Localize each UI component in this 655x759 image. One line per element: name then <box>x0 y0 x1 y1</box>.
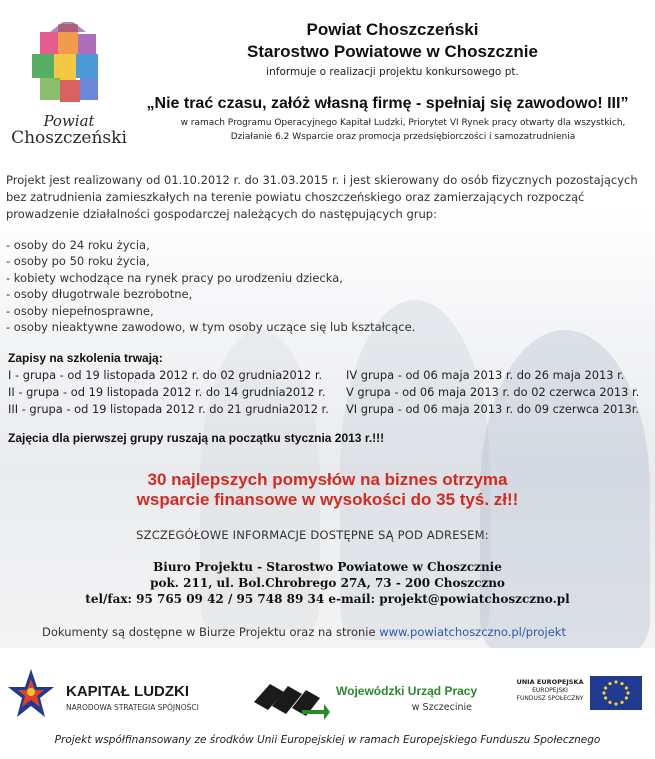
kapital-ludzki-star-icon <box>6 665 56 723</box>
documents-text: Dokumenty są dostępne w Biurze Projektu oraz na stronie <box>42 625 380 639</box>
schedule-title: Zapisy na szkolenia trwają: <box>8 351 163 365</box>
house-tiles-logo-icon <box>10 22 128 114</box>
header-title-starostwo: Starostwo Powiatowe w Choszcznie <box>247 42 538 61</box>
logo-text-powiat: Powiat <box>43 112 95 130</box>
esf-label-2: FUNDUSZ SPOŁECZNY <box>516 695 584 702</box>
kapital-ludzki-subtitle: NARODOWA STRATEGIA SPÓJNOŚCI <box>66 703 199 712</box>
header-title-powiat: Powiat Choszczeński <box>306 20 479 39</box>
schedule-row: V grupa - od 06 maja 2013 r. do 02 czerwca 2013 r. <box>346 385 640 399</box>
promo-line-2: wsparcie finansowe w wysokości do 35 tyś. zł!! <box>136 490 519 509</box>
header-subtitle: informuje o realizacji projektu konkursowego pt. <box>266 66 519 78</box>
target-groups-list <box>6 237 506 335</box>
programme-line-2: Działanie 6.2 Wsparcie oraz promocja przedsiębiorczości i samozatrudnienia <box>230 132 576 142</box>
list-item: - osoby do 24 roku życia, <box>6 238 150 252</box>
info-heading: SZCZEGÓŁOWE INFORMACJE DOSTĘPNE SĄ POD ADRESEM: <box>136 528 489 542</box>
esf-label-1: EUROPEJSKI <box>532 687 568 694</box>
wup-title: Wojewódzki Urząd Pracy <box>336 684 478 698</box>
schedule-row: IV grupa - od 06 maja 2013 r. do 26 maja 2013 r. <box>346 368 625 382</box>
list-item: - osoby po 50 roku życia, <box>6 254 150 269</box>
schedule-row: III - grupa - od 19 listopada 2012 r. do 21 grudnia2012 r. <box>8 402 329 416</box>
cofunding-note: Projekt współfinansowany ze środków Unii Europejskiej w ramach Europejskiego Funduszu Społecznego <box>54 734 601 746</box>
documents-note <box>42 625 566 639</box>
office-address: pok. 211, ul. Bol.Chrobrego 27A, 73 - 200 Choszczno <box>150 576 505 590</box>
kapital-ludzki-logo <box>6 665 216 723</box>
wup-subtitle: w Szczecinie <box>411 702 472 713</box>
schedule-column-right <box>346 367 639 418</box>
eu-esf-logo <box>512 674 644 714</box>
kapital-ludzki-title: KAPITAŁ LUDZKI <box>66 683 190 700</box>
list-item: - kobiety wchodzące na rynek pracy po urodzeniu dziecka, <box>6 270 343 285</box>
list-item: - osoby niepełnosprawne, <box>6 303 154 318</box>
office-name: Biuro Projektu - Starostwo Powiatowe w Choszcznie <box>153 560 502 574</box>
schedule-row: II - grupa - od 19 listopada 2012 r. do 14 grudnia2012 r. <box>8 385 326 399</box>
list-item: - osoby nieaktywne zawodowo, w tym osoby uczące się lub kształcące. <box>6 320 416 335</box>
schedule-row: VI grupa - od 06 maja 2013 r. do 09 czerwca 2013r. <box>346 402 640 416</box>
logo-text-choszczenski: Choszczeński <box>11 128 127 148</box>
project-slogan: „Nie trać czasu, załóż własną firmę - spełniaj się zawodowo! III” <box>146 95 629 112</box>
powiat-logo <box>10 22 128 147</box>
wup-cards-icon <box>250 672 330 722</box>
project-website-link[interactable]: www.powiatchoszczno.pl/projekt <box>379 625 566 639</box>
list-item: - osoby długotrwale bezrobotne, <box>6 287 193 302</box>
promo-line-1: 30 najlepszych pomysłów na biznes otrzyma <box>147 470 508 489</box>
eu-flag-icon <box>590 676 642 710</box>
schedule-column-left <box>8 367 329 418</box>
eu-label: UNIA EUROPEJSKA <box>516 678 584 686</box>
programme-line-1: w ramach Programu Operacyjnego Kapitał Ludzki, Priorytet VI Rynek pracy otwarty dla wszystkich, <box>180 118 626 128</box>
schedule-row: I - grupa - od 19 listopada 2012 r. do 02 grudnia2012 r. <box>8 368 323 382</box>
office-contact: tel/fax: 95 765 09 42 / 95 748 89 34 e-mail: projekt@powiatchoszczno.pl <box>85 592 570 606</box>
wup-logo <box>250 672 480 722</box>
start-note: Zajęcia dla pierwszej grupy ruszają na początku stycznia 2013 r.!!! <box>8 431 385 445</box>
intro-paragraph: Projekt jest realizowany od 01.10.2012 r. do 31.03.2015 r. i jest skierowany do osób fizycznych pozostających bez zatrudnienia zamieszkałych na terenie powiatu choszczeńskiego oraz zamierzających rozpocząć prowadzenie działalności gospodarczej należących do następujących grup: <box>6 173 638 221</box>
